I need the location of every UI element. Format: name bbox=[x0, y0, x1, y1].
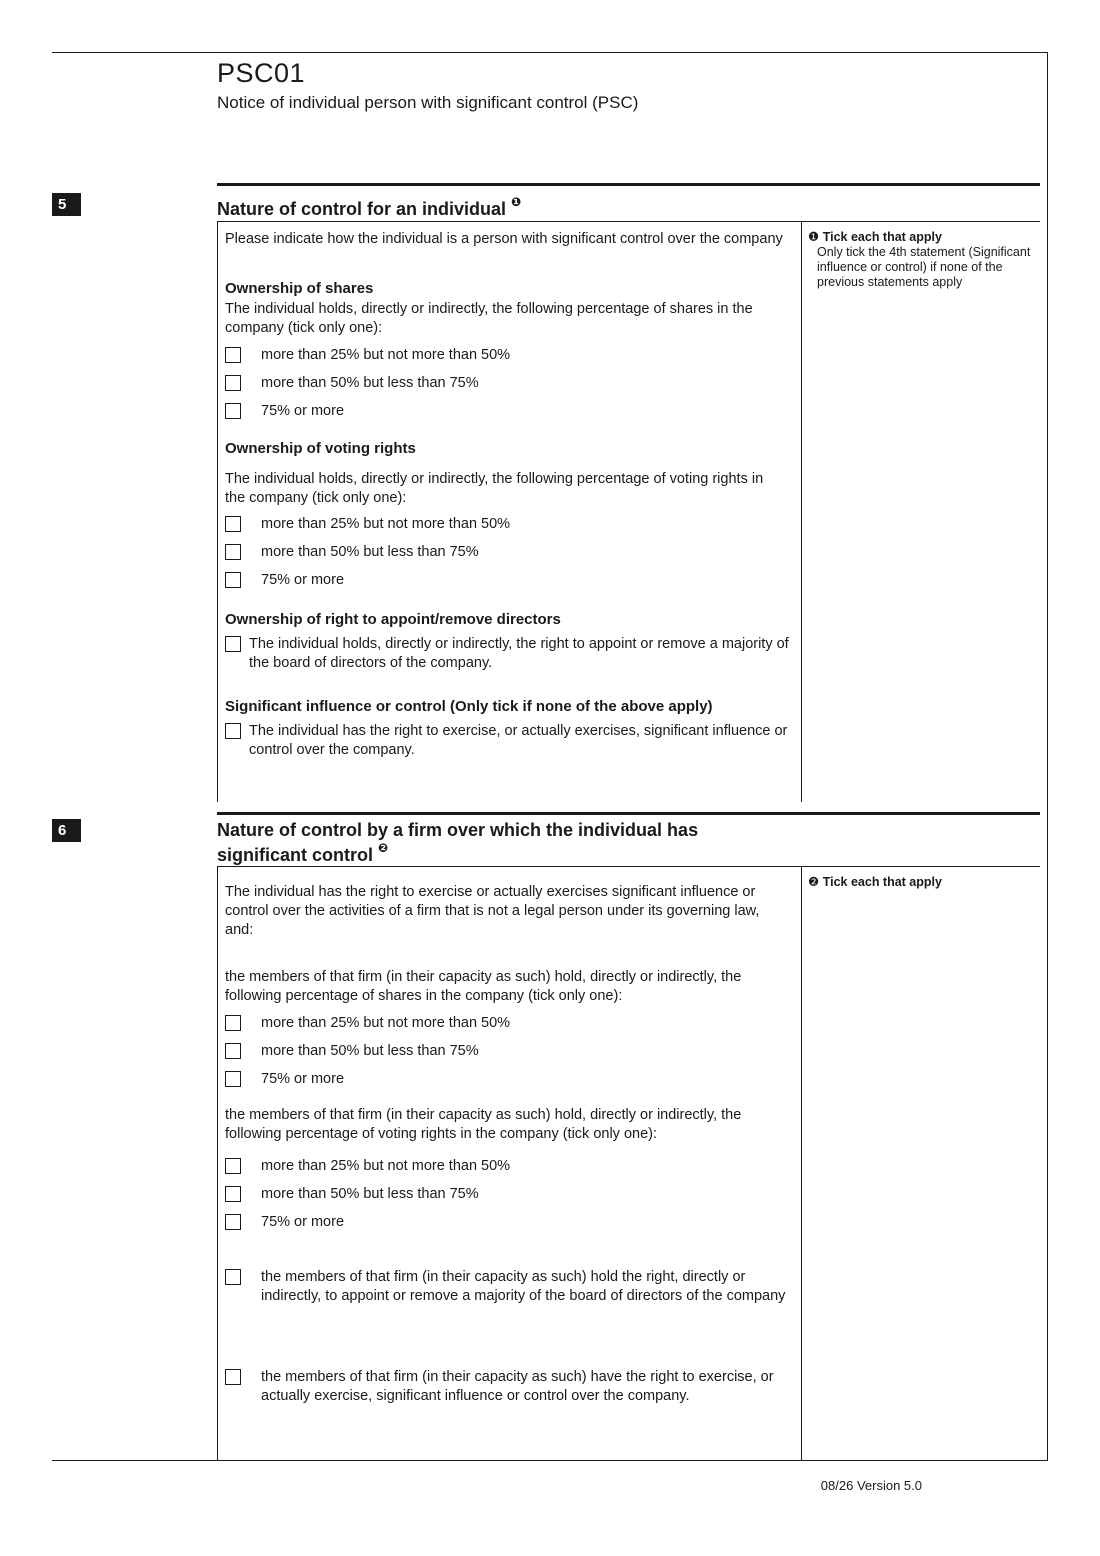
shares-option-1-label: more than 25% but not more than 50% bbox=[261, 347, 511, 363]
form-title: Notice of individual person with significant control (PSC) bbox=[217, 93, 639, 112]
influence-heading: Significant influence or control (Only tick if none of the above apply) bbox=[225, 698, 713, 715]
section-5-note-divider bbox=[801, 221, 802, 802]
firm-voting-option-3-checkbox[interactable] bbox=[225, 1214, 241, 1230]
note-2 bbox=[808, 875, 1038, 890]
firm-shares-option-3-checkbox[interactable] bbox=[225, 1071, 241, 1087]
firm-influence-option-checkbox[interactable] bbox=[225, 1369, 241, 1385]
directors-option-checkbox[interactable] bbox=[225, 636, 241, 652]
section-6-left-border bbox=[217, 866, 218, 1460]
voting-option-1-checkbox[interactable] bbox=[225, 516, 241, 532]
firm-shares-option-1-checkbox[interactable] bbox=[225, 1015, 241, 1031]
shares-option-2-label: more than 50% but less than 75% bbox=[261, 375, 479, 391]
section-6-note-divider bbox=[801, 866, 802, 1460]
shares-option-3-checkbox[interactable] bbox=[225, 403, 241, 419]
section-5-intro: Please indicate how the individual is a person with significant control over the company bbox=[225, 231, 783, 247]
section-6-title-line-2: significant control bbox=[217, 845, 374, 865]
firm-shares-option-1-label: more than 25% but not more than 50% bbox=[261, 1015, 511, 1031]
section-5-number: 5 bbox=[52, 193, 81, 216]
firm-voting-option-3-label: 75% or more bbox=[261, 1214, 345, 1230]
shares-description: The individual holds, directly or indirectly, the following percentage of shares in the company (tick only one): bbox=[225, 301, 753, 336]
voting-heading: Ownership of voting rights bbox=[225, 440, 416, 457]
section-6-title bbox=[217, 820, 777, 865]
version-label: 08/26 Version 5.0 bbox=[820, 1478, 922, 1493]
firm-voting-option-2-label: more than 50% but less than 75% bbox=[261, 1186, 479, 1202]
voting-option-3-label: 75% or more bbox=[261, 572, 345, 588]
firm-directors-option-checkbox[interactable] bbox=[225, 1269, 241, 1285]
voting-description: The individual holds, directly or indirectly, the following percentage of voting rights in the company (tick only one): bbox=[225, 471, 764, 506]
note-2-heading: Tick each that apply bbox=[822, 875, 942, 889]
firm-shares-option-2-label: more than 50% but less than 75% bbox=[261, 1043, 479, 1059]
section-6-rule bbox=[217, 812, 1040, 815]
note-2-marker-side: ❷ bbox=[808, 875, 820, 889]
section-6-title-line-2-wrap bbox=[217, 840, 777, 865]
section-5-rule bbox=[217, 183, 1040, 186]
section-5-left-border bbox=[217, 221, 218, 802]
section-5-sub-rule bbox=[217, 221, 1040, 222]
shares-option-3-label: 75% or more bbox=[261, 403, 345, 419]
directors-heading: Ownership of right to appoint/remove directors bbox=[225, 611, 561, 628]
voting-option-2-label: more than 50% but less than 75% bbox=[261, 544, 479, 560]
note-1-heading-line bbox=[808, 230, 1038, 245]
right-frame bbox=[1047, 52, 1048, 1461]
bottom-rule bbox=[52, 1460, 1048, 1461]
firm-voting-option-1-label: more than 25% but not more than 50% bbox=[261, 1158, 511, 1174]
firm-directors-option-label: the members of that firm (in their capacity as such) hold the right, directly or indirectly, to appoint or remove a majority of the board of directors of the company bbox=[261, 1269, 786, 1304]
firm-influence-option-label: the members of that firm (in their capacity as such) have the right to exercise, or actually exercise, significant influence or control over the company. bbox=[261, 1369, 774, 1404]
section-5-title-text: Nature of control for an individual bbox=[217, 199, 507, 219]
directors-option-label: The individual holds, directly or indirectly, the right to appoint or remove a majority of the board of directors of the company. bbox=[249, 636, 789, 671]
note-1-marker: ❶ bbox=[511, 195, 522, 209]
firm-voting-option-2-checkbox[interactable] bbox=[225, 1186, 241, 1202]
influence-option-label: The individual has the right to exercise, or actually exercises, significant influence or control over the company. bbox=[249, 723, 788, 758]
shares-heading: Ownership of shares bbox=[225, 280, 374, 297]
firm-shares-option-2-checkbox[interactable] bbox=[225, 1043, 241, 1059]
voting-option-1-label: more than 25% but not more than 50% bbox=[261, 516, 511, 532]
note-1-marker-side: ❶ bbox=[808, 230, 820, 244]
top-rule bbox=[52, 52, 1048, 53]
section-6-intro: The individual has the right to exercise or actually exercises significant influence or control over the activities of a firm that is not a legal person under its governing law, and: bbox=[225, 884, 760, 938]
firm-shares-option-3-label: 75% or more bbox=[261, 1071, 345, 1087]
shares-option-2-checkbox[interactable] bbox=[225, 375, 241, 391]
voting-option-3-checkbox[interactable] bbox=[225, 572, 241, 588]
note-1 bbox=[808, 230, 1038, 290]
shares-option-1-checkbox[interactable] bbox=[225, 347, 241, 363]
section-6-sub-rule bbox=[217, 866, 1040, 867]
section-6-title-line-1: Nature of control by a firm over which the individual has bbox=[217, 820, 699, 840]
note-1-body: Only tick the 4th statement (Significant influence or control) if none of the previous statements apply bbox=[817, 245, 1031, 289]
firm-shares-description: the members of that firm (in their capacity as such) hold, directly or indirectly, the following percentage of shares in the company (tick only one): bbox=[225, 969, 742, 1004]
note-1-heading: Tick each that apply bbox=[822, 230, 942, 244]
section-6-number: 6 bbox=[52, 819, 81, 842]
note-2-marker: ❷ bbox=[378, 841, 389, 855]
section-5-title bbox=[217, 194, 777, 219]
influence-option-checkbox[interactable] bbox=[225, 723, 241, 739]
voting-option-2-checkbox[interactable] bbox=[225, 544, 241, 560]
firm-voting-option-1-checkbox[interactable] bbox=[225, 1158, 241, 1174]
form-code: PSC01 bbox=[217, 58, 306, 88]
firm-voting-description: the members of that firm (in their capacity as such) hold, directly or indirectly, the following percentage of voting rights in the company (tick only one): bbox=[225, 1107, 742, 1142]
